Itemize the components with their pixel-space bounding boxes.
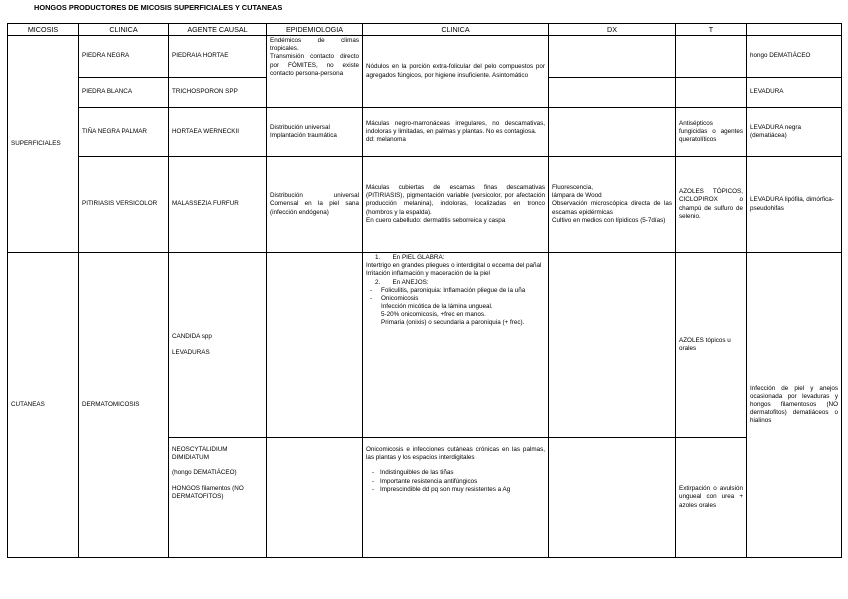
epidemiologia-piedras: Endémicos de climas tropicales. Transmisión contacto directo por FÓMITES, no existe contacto persona-persona [267, 36, 363, 108]
micosis-table [7, 23, 842, 558]
dx-tina-negra [549, 108, 676, 157]
header-tratamiento: T [676, 24, 747, 36]
tipo-piedra-negra: hongo DEMATIÁCEO [747, 36, 842, 78]
tratamiento-piedra-negra [676, 36, 747, 78]
header-tipo [747, 24, 842, 36]
tipo-pitiriasis: LEVADURA lipófila, dimórfica-pseudohifas [747, 157, 842, 253]
header-micosis: MICOSIS [8, 24, 79, 36]
tipo-cutaneas: Infección de piel y anejos ocasionada por levaduras y hongos filamentosos (NO dermatofitos) dematiáceos o hialinos [747, 253, 842, 558]
candida-onico-desc-2: 5-20% onicomicosis, +frec en manos. [381, 311, 486, 319]
list-item: - Indistinguibles de las tiñas [380, 469, 545, 477]
clinica-piedra-blanca: PIEDRA BLANCA [79, 78, 169, 108]
list-item: 2. En ANEJOS: [375, 278, 429, 286]
table-row [8, 108, 842, 157]
candida-list-2 [366, 279, 545, 287]
tratamiento-tina-negra: Antisépticos fungicidas o agentes queratolíticos [676, 108, 747, 157]
clinica-dermatomicosis: DERMATOMICOSIS [79, 253, 169, 558]
tina-negra-descripcion: Máculas negro-marronáceas irregulares, no descamativas, indoloras y limitadas, en palmas y plantas. No es contagiosa. [366, 119, 545, 135]
neoscytalidium-list [366, 469, 545, 494]
clinica-desc-neoscytalidium [363, 438, 549, 558]
agente-candida-levaduras: LEVADURAS [172, 348, 210, 356]
epidemiologia-pitiriasis: Distribución universal Comensal en la piel sana (infección endógena) [267, 157, 363, 253]
clinica-piedras: Nódulos en la porción extra-folicular del pelo compuestos por agregados fúngicos, por higiene insuficiente. Asintomático [363, 36, 549, 108]
header-epidemiologia: EPIDEMIOLOGIA [267, 24, 363, 36]
dx-neoscytalidium [549, 438, 676, 558]
header-clinica-desc: CLINICA [363, 24, 549, 36]
clinica-desc-tina-negra [363, 108, 549, 157]
tratamiento-candida: AZOLES tópicos u orales [676, 253, 747, 438]
agente-pitiriasis: MALASSEZIA FURFUR [169, 157, 267, 253]
list-item: - Onicomicosis [381, 295, 545, 303]
dx-piedra-blanca [549, 78, 676, 108]
header-clinica: CLINICA [79, 24, 169, 36]
pitiriasis-descripcion: Máculas cubiertas de escamas finas descamativas (PITIRIASIS), pigmentación variable (versicolor, por afectación producción melanina), indoloras, localizadas en tronco (hombros y la espalda). [366, 184, 545, 216]
tina-negra-dd: dd: melanoma [366, 136, 406, 144]
candida-list [366, 254, 545, 262]
agente-piedra-negra: PIEDRAIA HORTAE [169, 36, 267, 78]
agente-neoscytalidium-hongos: HONGOS filamentos (NO DERMATOFITOS) [172, 484, 244, 500]
tratamiento-pitiriasis: AZOLES TÓPICOS, CICLOPIROX o champú de sulfuro de selenio. [676, 157, 747, 253]
clinica-tina-negra: TIÑA NEGRA PALMAR [79, 108, 169, 157]
epidemiologia-candida [267, 253, 363, 438]
agente-tina-negra: HORTAEA WERNECKII [169, 108, 267, 157]
document-title: HONGOS PRODUCTORES DE MICOSIS SUPERFICIALES Y CUTANEAS [34, 3, 283, 12]
dx-piedra-negra [549, 36, 676, 78]
candida-item1-label: En PIEL GLABRA: [392, 254, 445, 261]
candida-intertrigo: Intertrigo en grandes pliegues o interdigital o eccema del pañal [366, 262, 542, 270]
tratamiento-neoscytalidium: Extirpación o avulsión ungueal con urea + azoles orales [676, 438, 747, 558]
header-agente-causal: AGENTE CAUSAL [169, 24, 267, 36]
candida-item2-label: En ANEJOS: [392, 278, 429, 286]
list-item: - Imprescindible dd pq son muy resistentes a Ag [380, 486, 545, 494]
list-item: 1. En PIEL GLABRA: [375, 254, 445, 261]
agente-piedra-blanca: TRICHOSPORON SPP [169, 78, 267, 108]
tipo-tina-negra: LEVADURA negra (dematiácea) [747, 108, 842, 157]
clinica-pitiriasis: PITIRIASIS VERSICOLOR [79, 157, 169, 253]
agente-candida-spp: CANDIDA spp [172, 333, 212, 341]
agente-neoscytalidium [169, 438, 267, 558]
candida-onico-desc-1: Infección micótica de la lámina ungueal. [381, 303, 493, 311]
tratamiento-piedra-blanca [676, 78, 747, 108]
tipo-piedra-blanca: LEVADURA [747, 78, 842, 108]
table-row [8, 36, 842, 78]
candida-irritacion: Irritación inflamación y maceración de la piel [366, 270, 490, 278]
agente-neoscytalidium-nombre: NEOSCYTALIDIUM DIMIDIATUM [172, 446, 228, 462]
clinica-desc-candida [363, 253, 549, 438]
table-row [8, 157, 842, 253]
micosis-superficiales: SUPERFICIALES [8, 36, 79, 253]
candida-anejos-list [366, 287, 545, 303]
micosis-cutaneas: CUTANEAS [8, 253, 79, 558]
dx-candida [549, 253, 676, 438]
pitiriasis-cuero-cabelludo: En cuero cabelludo: dermatitis seborreica y caspa [366, 216, 506, 224]
header-dx: DX [549, 24, 676, 36]
epidemiologia-tina-negra: Distribución universal Implantación traumática [267, 108, 363, 157]
clinica-desc-pitiriasis [363, 157, 549, 253]
candida-onico-desc-3: Primaria (onixis) o secundaria a paroniquia (+ frec). [381, 319, 525, 327]
clinica-piedra-negra: PIEDRA NEGRA [79, 36, 169, 78]
agente-neoscytalidium-tipo: (hongo DEMATIÁCEO) [172, 469, 237, 477]
epidemiologia-neoscytalidium [267, 438, 363, 558]
table-row [8, 253, 842, 438]
list-item: - Importante resistencia antifúngicos [380, 478, 545, 486]
list-item: - Foliculitis, paroniquia: Inflamación pliegue de la uña [381, 287, 545, 295]
neoscytalidium-descripcion: Onicomicosis e infecciones cutáneas crónicas en las palmas, las plantas y los espacios interdigitales [366, 446, 545, 462]
header-row [8, 24, 842, 36]
dx-pitiriasis: Fluorescencia, lámpara de Wood Observación microscópica directa de las escamas epidérmicas Cultivo en medios con lípidicos (5-7días) [549, 157, 676, 253]
agente-candida [169, 253, 267, 438]
